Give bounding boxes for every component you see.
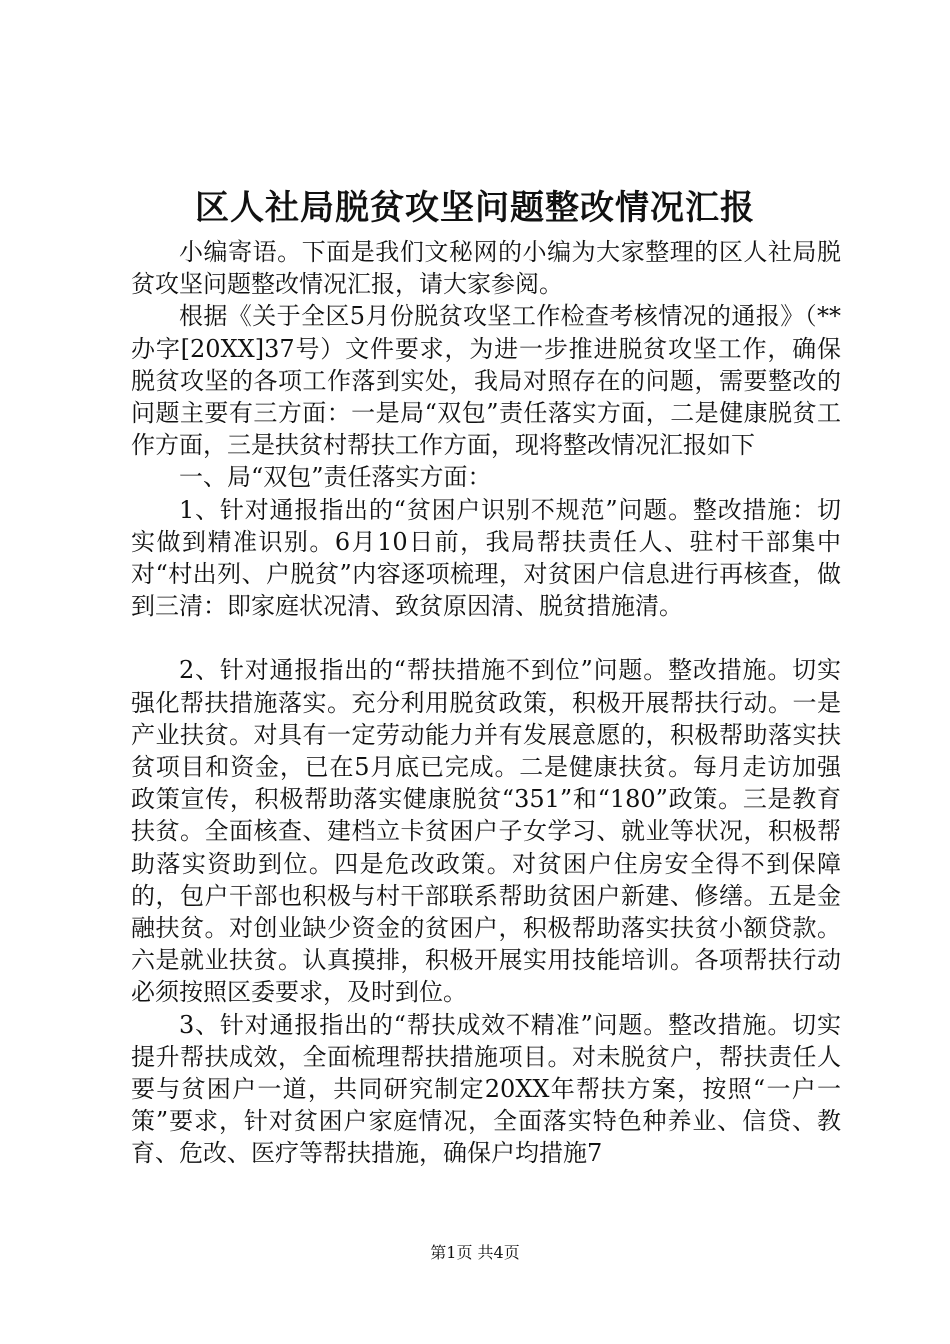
paragraph-basis: 根据《关于全区5月份脱贫攻坚工作检查考核情况的通报》（**办字[20XX]37号）文件要求，为进一步推进脱贫攻坚工作，确保脱贫攻坚的各项工作落到实处，我局对照存在的问题，需要整改的问题主要有三方面：一是局“双包”责任落实方面，二是健康脱贫工作方面，三是扶贫村帮扶工作方面，现将整改情况汇报如下 — [131, 302, 841, 460]
paragraph-intro: 小编寄语。下面是我们文秘网的小编为大家整理的区人社局脱贫攻坚问题整改情况汇报，请大家参阅。 — [131, 238, 841, 299]
paragraph-item-1: 1、针对通报指出的“贫困户识别不规范”问题。整改措施：切实做到精准识别。6月10日前，我局帮扶责任人、驻村干部集中对“村出列、户脱贫”内容逐项梳理，对贫困户信息进行再核查，做到三清：即家庭状况清、致贫原因清、脱贫措施清。 — [131, 495, 841, 621]
paragraph-item-2: 2、针对通报指出的“帮扶措施不到位”问题。整改措施。切实强化帮扶措施落实。充分利用脱贫政策，积极开展帮扶行动。一是产业扶贫。对具有一定劳动能力并有发展意愿的，积极帮助落实扶贫项目和资金，已在5月底已完成。二是健康扶贫。每月走访加强政策宣传，积极帮助落实健康脱贫“351”和“180”政策。三是教育扶贫。全面核查、建档立卡贫困户子女学习、就业等状况，积极帮助落实资助到位。四是危改政策。对贫困户住房安全得不到保障的，包户干部也积极与村干部联系帮助贫困户新建、修缮。五是金融扶贫。对创业缺少资金的贫困户，积极帮助落实扶贫小额贷款。六是就业扶贫。认真摸排，积极开展实用技能培训。各项帮扶行动必须按照区委要求，及时到位。 — [131, 656, 841, 1007]
page-title: 区人社局脱贫攻坚问题整改情况汇报 — [195, 188, 755, 228]
document-body — [131, 236, 841, 1170]
section-heading-1: 一、局“双包”责任落实方面： — [179, 463, 492, 492]
page-footer: 第1页 共4页 — [430, 1243, 520, 1262]
paragraph-item-3: 3、针对通报指出的“帮扶成效不精准”问题。整改措施。切实提升帮扶成效，全面梳理帮扶措施项目。对未脱贫户，帮扶责任人要与贫困户一道，共同研究制定20XX年帮扶方案，按照“一户一策”要求，针对贫困户家庭情况，全面落实特色种养业、信贷、教育、危改、医疗等帮扶措施，确保户均措施7 — [131, 1010, 841, 1168]
